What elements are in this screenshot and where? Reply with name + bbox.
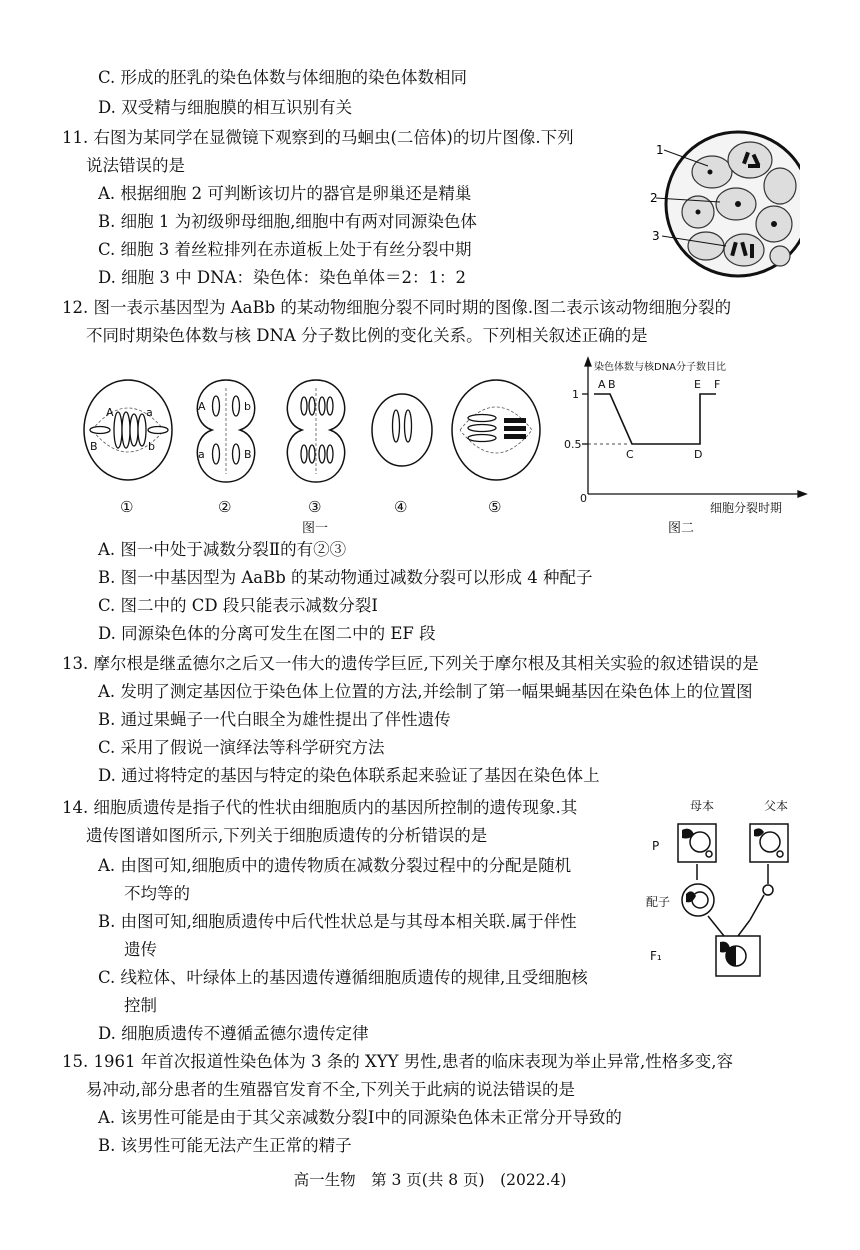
q13-option-d: D. 通过将特定的基因与特定的染色体联系起来验证了基因在染色体上 xyxy=(98,766,600,785)
q14-inheritance-figure xyxy=(646,794,816,994)
sperm-tail xyxy=(750,895,764,920)
q14-option-a: A. 由图可知,细胞质中的遗传物质在减数分裂过程中的分配是随机 xyxy=(98,856,572,875)
q14-option-d: D. 细胞质遗传不遵循孟德尔遗传定律 xyxy=(98,1024,369,1043)
egg-to-f1-line xyxy=(708,916,724,936)
gamete-label: 配子 xyxy=(646,895,671,909)
point-c: C xyxy=(626,448,634,461)
q11-option-b: B. 细胞 1 为初级卵母细胞,细胞中有两对同源染色体 xyxy=(98,212,477,231)
mother-small-organelle xyxy=(706,851,712,857)
x-axis-arrow xyxy=(798,491,806,497)
q12-figure-two xyxy=(560,354,810,534)
q12-option-c: C. 图二中的 CD 段只能表示减数分裂Ⅰ xyxy=(98,596,378,615)
q11-micrograph-figure xyxy=(650,124,800,284)
q12-option-d: D. 同源染色体的分离可发生在图二中的 EF 段 xyxy=(98,624,436,643)
q10-option-d: D. 双受精与细胞膜的相互识别有关 xyxy=(98,98,353,117)
svg-text:A: A xyxy=(106,406,114,419)
svg-text:b: b xyxy=(244,400,251,413)
svg-text:B: B xyxy=(90,440,98,453)
mother-label: 母本 xyxy=(690,799,715,813)
q14-option-c: C. 线粒体、叶绿体上的基因遗传遵循细胞质遗传的规律,且受细胞核 xyxy=(98,968,588,987)
father-label: 父本 xyxy=(764,799,789,813)
cell-number-1: ① xyxy=(120,498,134,516)
cell-label-3: 3 xyxy=(652,229,660,243)
q12-stem: 12. 图一表示基因型为 AaBb 的某动物细胞分裂不同时期的图像.图二表示该动物细胞分裂的 xyxy=(62,298,732,317)
q13-option-a: A. 发明了测定基因位于染色体上位置的方法,并绘制了第一幅果蝇基因在染色体上的位置图 xyxy=(98,682,753,701)
cell-label-1: 1 xyxy=(656,143,664,157)
q14-option-c-cont: 控制 xyxy=(124,996,157,1015)
q15-stem-cont: 易冲动,部分患者的生殖器官发育不全,下列关于此病的说法错误的是 xyxy=(86,1080,575,1099)
svg-text:b: b xyxy=(148,440,155,453)
q14-option-a-cont: 不均等的 xyxy=(124,884,190,903)
svg-text:A: A xyxy=(198,400,206,413)
q14-option-b: B. 由图可知,细胞质遗传中后代性状总是与其母本相关联.属于伴性 xyxy=(98,912,577,931)
cell-number-5: ⑤ xyxy=(488,498,502,516)
point-d: D xyxy=(694,448,703,461)
q11-option-a: A. 根据细胞 2 可判断该切片的器官是卵巢还是精巢 xyxy=(98,184,472,203)
cell-number-3: ③ xyxy=(308,498,322,516)
point-e: E xyxy=(694,378,701,391)
x-axis-label: 细胞分裂时期 xyxy=(710,501,783,515)
q15-option-b: B. 该男性可能无法产生正常的精子 xyxy=(98,1136,352,1155)
svg-text:a: a xyxy=(198,448,205,461)
cell-number-2: ② xyxy=(218,498,232,516)
cell-4-outline xyxy=(372,394,432,466)
q11-option-d: D. 细胞 3 中 DNA：染色体：染色单体＝2：1：2 xyxy=(98,268,466,287)
generation-f1-label: F₁ xyxy=(650,949,662,963)
tick-label-0: 0 xyxy=(580,492,587,505)
y-axis-arrow xyxy=(585,358,591,366)
cell-label-2: 2 xyxy=(650,191,658,205)
generation-p-label: P xyxy=(652,839,660,853)
q13-option-c: C. 采用了假说一演绎法等科学研究方法 xyxy=(98,738,385,757)
condensed-chromosomes xyxy=(504,418,526,439)
point-b: B xyxy=(608,378,616,391)
father-nucleus xyxy=(760,832,780,852)
q14-stem: 14. 细胞质遗传是指子代的性状由细胞质内的基因所控制的遗传现象.其 xyxy=(62,798,578,817)
sperm-head xyxy=(763,885,773,895)
q12-stem-cont: 不同时期染色体数与核 DNA 分子数比例的变化关系。下列相关叙述正确的是 xyxy=(86,326,648,345)
q13-stem: 13. 摩尔根是继孟德尔之后又一伟大的遗传学巨匠,下列关于摩尔根及其相关实验的叙述错误的是 xyxy=(62,654,759,673)
q11-stem: 11. 右图为某同学在显微镜下观察到的马蛔虫(二倍体)的切片图像.下列 xyxy=(62,128,574,147)
figure-one-caption: 图一 xyxy=(302,521,329,536)
father-small-organelle xyxy=(777,851,783,857)
sperm-to-f1-line xyxy=(738,920,750,936)
q14-option-b-cont: 遗传 xyxy=(124,940,157,959)
tick-label-1: 1 xyxy=(572,388,579,401)
svg-text:a: a xyxy=(146,406,153,419)
q10-option-c: C. 形成的胚乳的染色体数与体细胞的染色体数相同 xyxy=(98,68,468,87)
page-footer: 高一生物 第 3 页(共 8 页) (2022.4) xyxy=(293,1171,567,1189)
egg-cytoplasm-dark xyxy=(686,891,696,902)
point-a: A xyxy=(598,378,606,391)
cell-5-outline xyxy=(452,380,540,480)
q11-option-c: C. 细胞 3 着丝粒排列在赤道板上处于有丝分裂中期 xyxy=(98,240,472,259)
tick-label-0-5: 0.5 xyxy=(564,438,582,451)
q12-figure-one xyxy=(76,366,556,536)
q15-option-a: A. 该男性可能是由于其父亲减数分裂Ⅰ中的同源染色体未正常分开导致的 xyxy=(98,1108,622,1127)
q13-option-b: B. 通过果蝇子一代白眼全为雄性提出了伴性遗传 xyxy=(98,710,451,729)
q15-stem: 15. 1961 年首次报道性染色体为 3 条的 XYY 男性,患者的临床表现为举止异常,性格多变,容 xyxy=(62,1052,733,1071)
point-f: F xyxy=(714,378,721,391)
q11-stem-cont: 说法错误的是 xyxy=(86,156,185,175)
figure-two-caption: 图二 xyxy=(668,521,695,534)
cell-number-4: ④ xyxy=(394,498,408,516)
svg-text:B: B xyxy=(244,448,252,461)
q12-option-b: B. 图一中基因型为 AaBb 的某动物通过减数分裂可以形成 4 种配子 xyxy=(98,568,593,587)
ratio-curve xyxy=(594,394,716,444)
y-axis-label: 染色体数与核DNA分子数目比 xyxy=(594,362,727,373)
q12-option-a: A. 图一中处于减数分裂Ⅱ的有②③ xyxy=(98,540,347,559)
q14-stem-cont: 遗传图谱如图所示,下列关于细胞质遗传的分析错误的是 xyxy=(86,826,488,845)
